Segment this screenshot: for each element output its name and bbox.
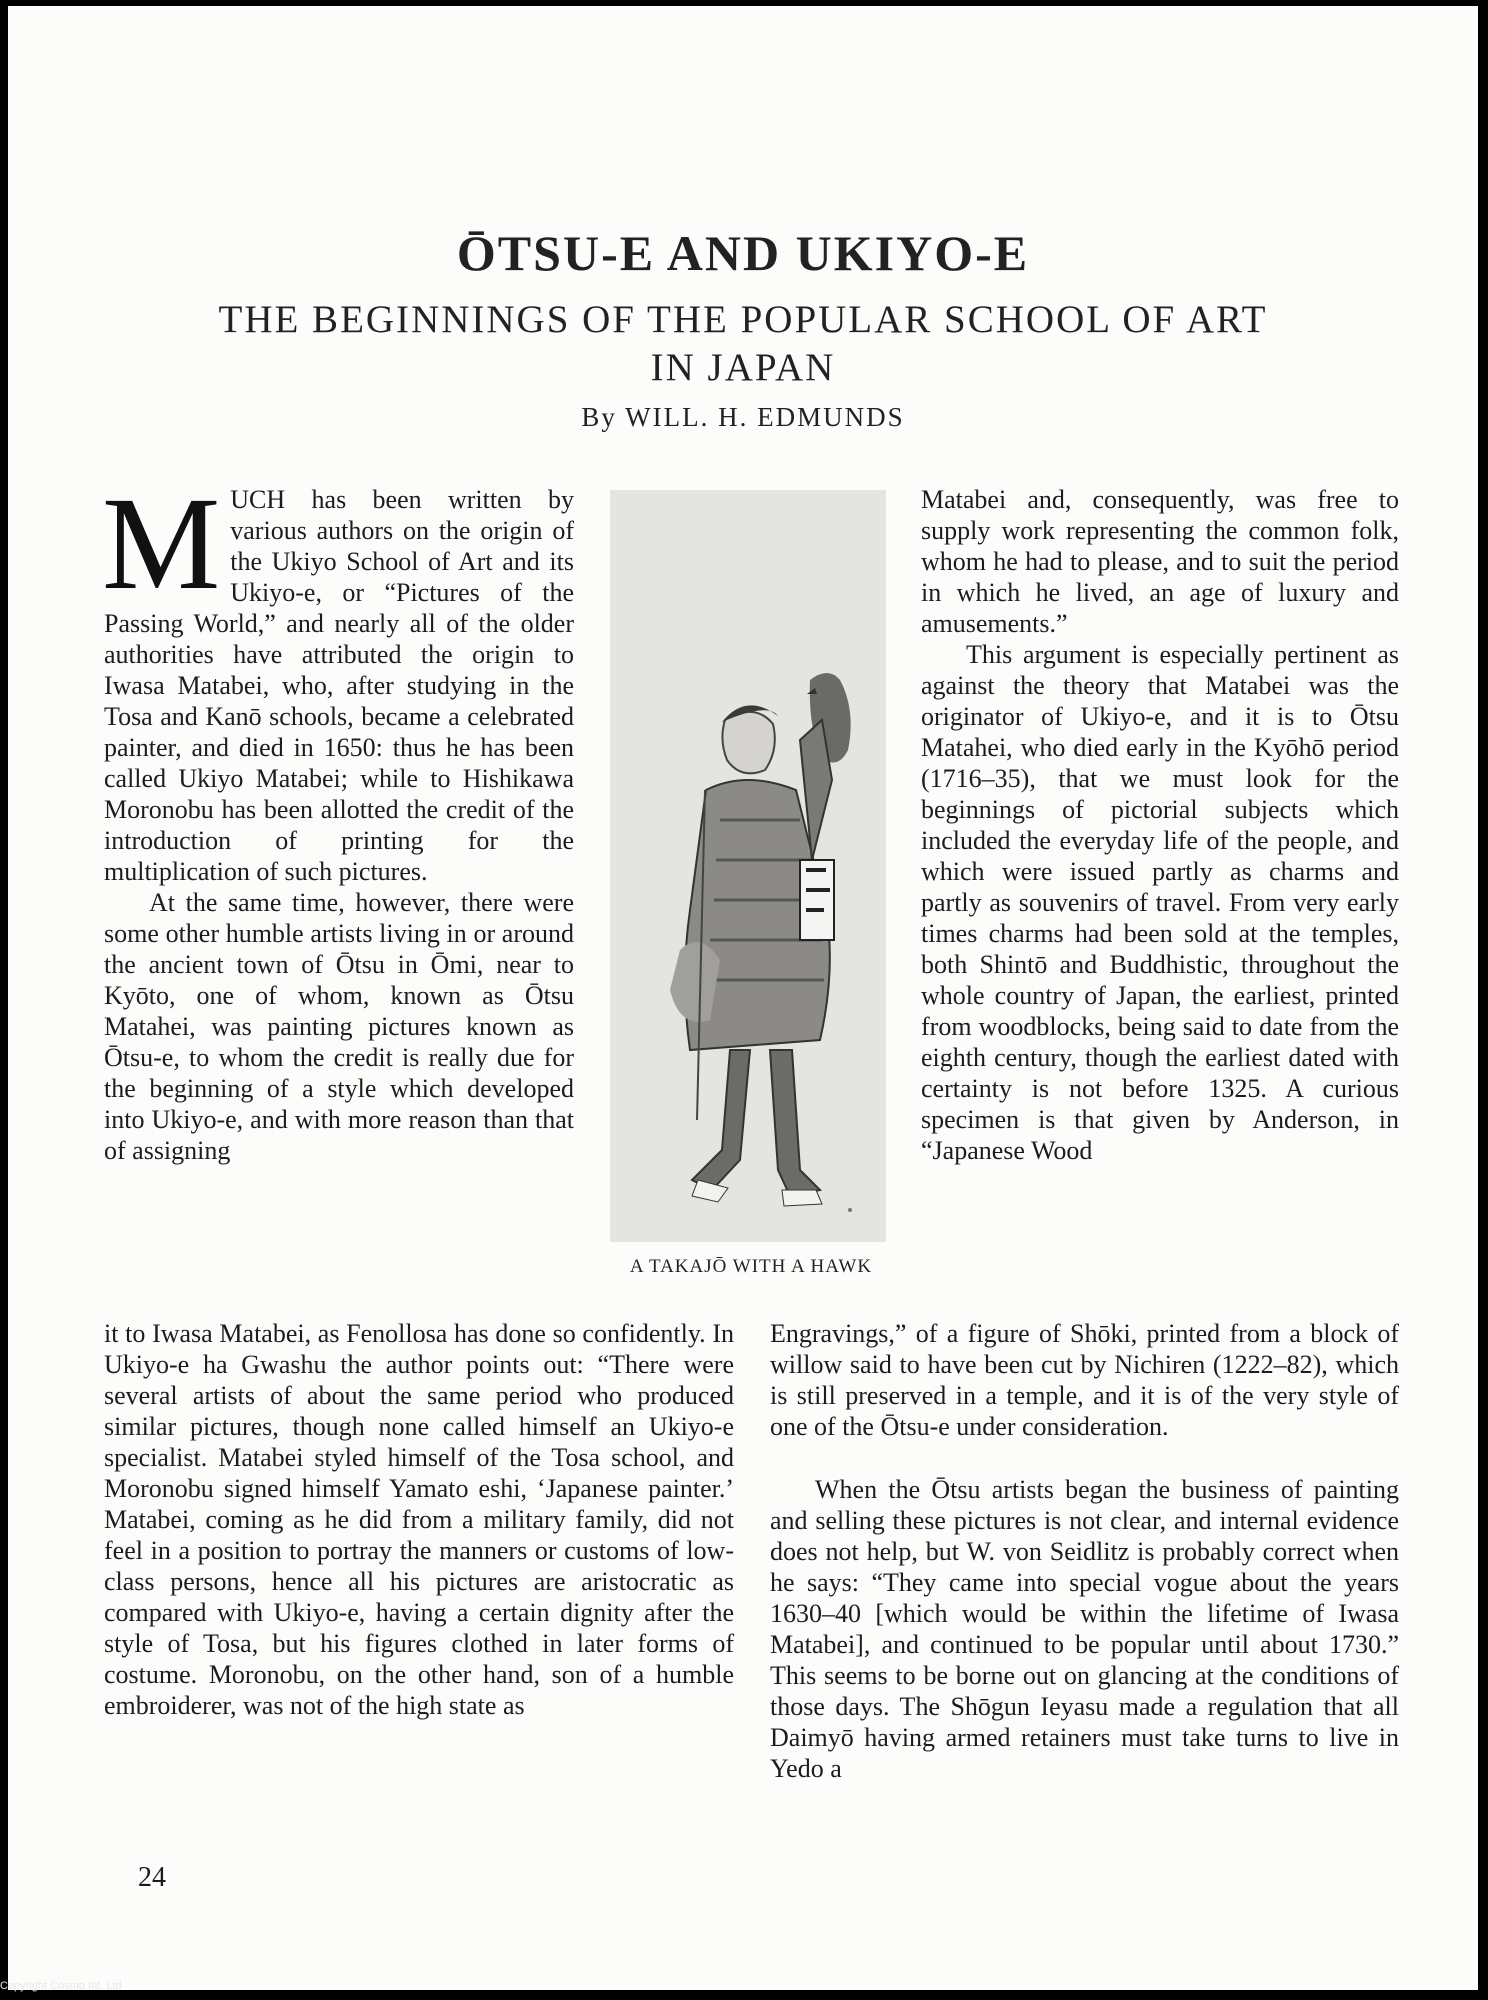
subtitle-line-2: IN JAPAN: [650, 346, 836, 389]
takajo-hawk-drawing: [610, 490, 886, 1242]
right-column: [921, 484, 1399, 1166]
byline: By WILL. H. EDMUNDS: [581, 402, 905, 432]
right-column-lower: [770, 1474, 1399, 1784]
left-column-wide: [104, 1318, 734, 1721]
paragraph-text: UCH has been written by various authors on the origin of the Ukiyo School of Art and its Ukiyo-e, or “Pictures of the Passing World,” and nearly all of the older authorities have attributed the origin to Iwasa Matabei, who, after studying in the Tosa and Kanō schools, became a celebrated painter, and died in 1650: thus he has been called Ukiyo Matabei; while to Hishikawa Moronobu has been allotted the credit of the introduction of printing for the multiplication of such pictures.: [104, 485, 574, 886]
page: [8, 6, 1478, 1990]
paragraph: [102, 469, 574, 887]
paragraph: At the same time, however, there were some other humble artists living in or around the ancient town of Ōtsu in Ōmi, near to Kyōto, one of whom, known as Ōtsu Matahei, was painting pictures known as Ōtsu-e, to whom the credit is really due for the beginning of a style which developed into Ukiyo-e, and with more reason than that of assigning: [104, 888, 574, 1165]
subtitle-line-1: THE BEGINNINGS OF THE POPULAR SCHOOL OF ART: [218, 298, 1268, 341]
figure-illustration: [610, 490, 886, 1242]
figure-caption: A TAKAJŌ WITH A HAWK: [629, 1256, 873, 1277]
drop-cap: M: [102, 469, 221, 617]
right-column-wide: [770, 1318, 1399, 1442]
article-subtitle: [8, 296, 1478, 392]
article-title: ŌTSU-E AND UKIYO-E: [456, 225, 1030, 281]
paragraph: This argument is especially pertinent as against the theory that Matabei was the originator of Ukiyo-e, and it is to Ōtsu Matahei, who died early in the Kyōhō period (1716–35), that we must look for the beginnings of pictorial subjects which included the everyday life of the people, and which were issued partly as charms and partly as souvenirs of travel. From very early times charms had been sold at the temples, both Shintō and Buddhistic, throughout the whole country of Japan, the earliest, printed from woodblocks, being said to date from the eighth century, though the earliest dated with certainty is not before 1325. A curious specimen is that given by Anderson, in “Japanese Wood: [921, 640, 1399, 1165]
paragraph: it to Iwasa Matabei, as Fenollosa has done so confidently. In Ukiyo-e ha Gwashu the author points out: “There were several artists of about the same period who produced similar pictures, though none called himself an Ukiyo-e specialist. Matabei styled himself of the Tosa school, and Moronobu signed himself Yamato eshi, ‘Japanese painter.’ Matabei, coming as he did from a military family, did not feel in a position to portray the manners or customs of low-class persons, hence all his pictures are aristocratic as compared with Ukiyo-e, having a certain dignity after the style of Tosa, but his figures clothed in later forms of costume. Moronobu, on the other hand, son of a humble embroiderer, was not of the high state as: [104, 1319, 734, 1720]
left-column: [102, 469, 574, 1166]
paragraph: When the Ōtsu artists began the business of painting and selling these pictures is not clear, and internal evidence does not help, but W. von Seidlitz is probably correct when he says: “They came into special vogue about the years 1630–40 [which would be within the lifetime of Iwasa Matabei], and continued to be popular until about 1730.” This seems to be borne out on glancing at the conditions of those days. The Shōgun Ieyasu made a regulation that all Daimyō having armed retainers must take turns to live in Yedo a: [770, 1475, 1399, 1783]
copyright-notice: Copyright Cosmo Int. Ltd: [0, 1980, 122, 1992]
paragraph: Engravings,” of a figure of Shōki, printed from a block of willow said to have been cut by Nichiren (1222–82), which is still preserved in a temple, and it is of the very style of one of the Ōtsu-e under consideration.: [770, 1319, 1399, 1441]
page-number: 24: [138, 1862, 166, 1893]
paragraph: Matabei and, consequently, was free to supply work representing the common folk, whom he had to please, and to suit the period in which he lived, an age of luxury and amusements.”: [921, 485, 1399, 638]
